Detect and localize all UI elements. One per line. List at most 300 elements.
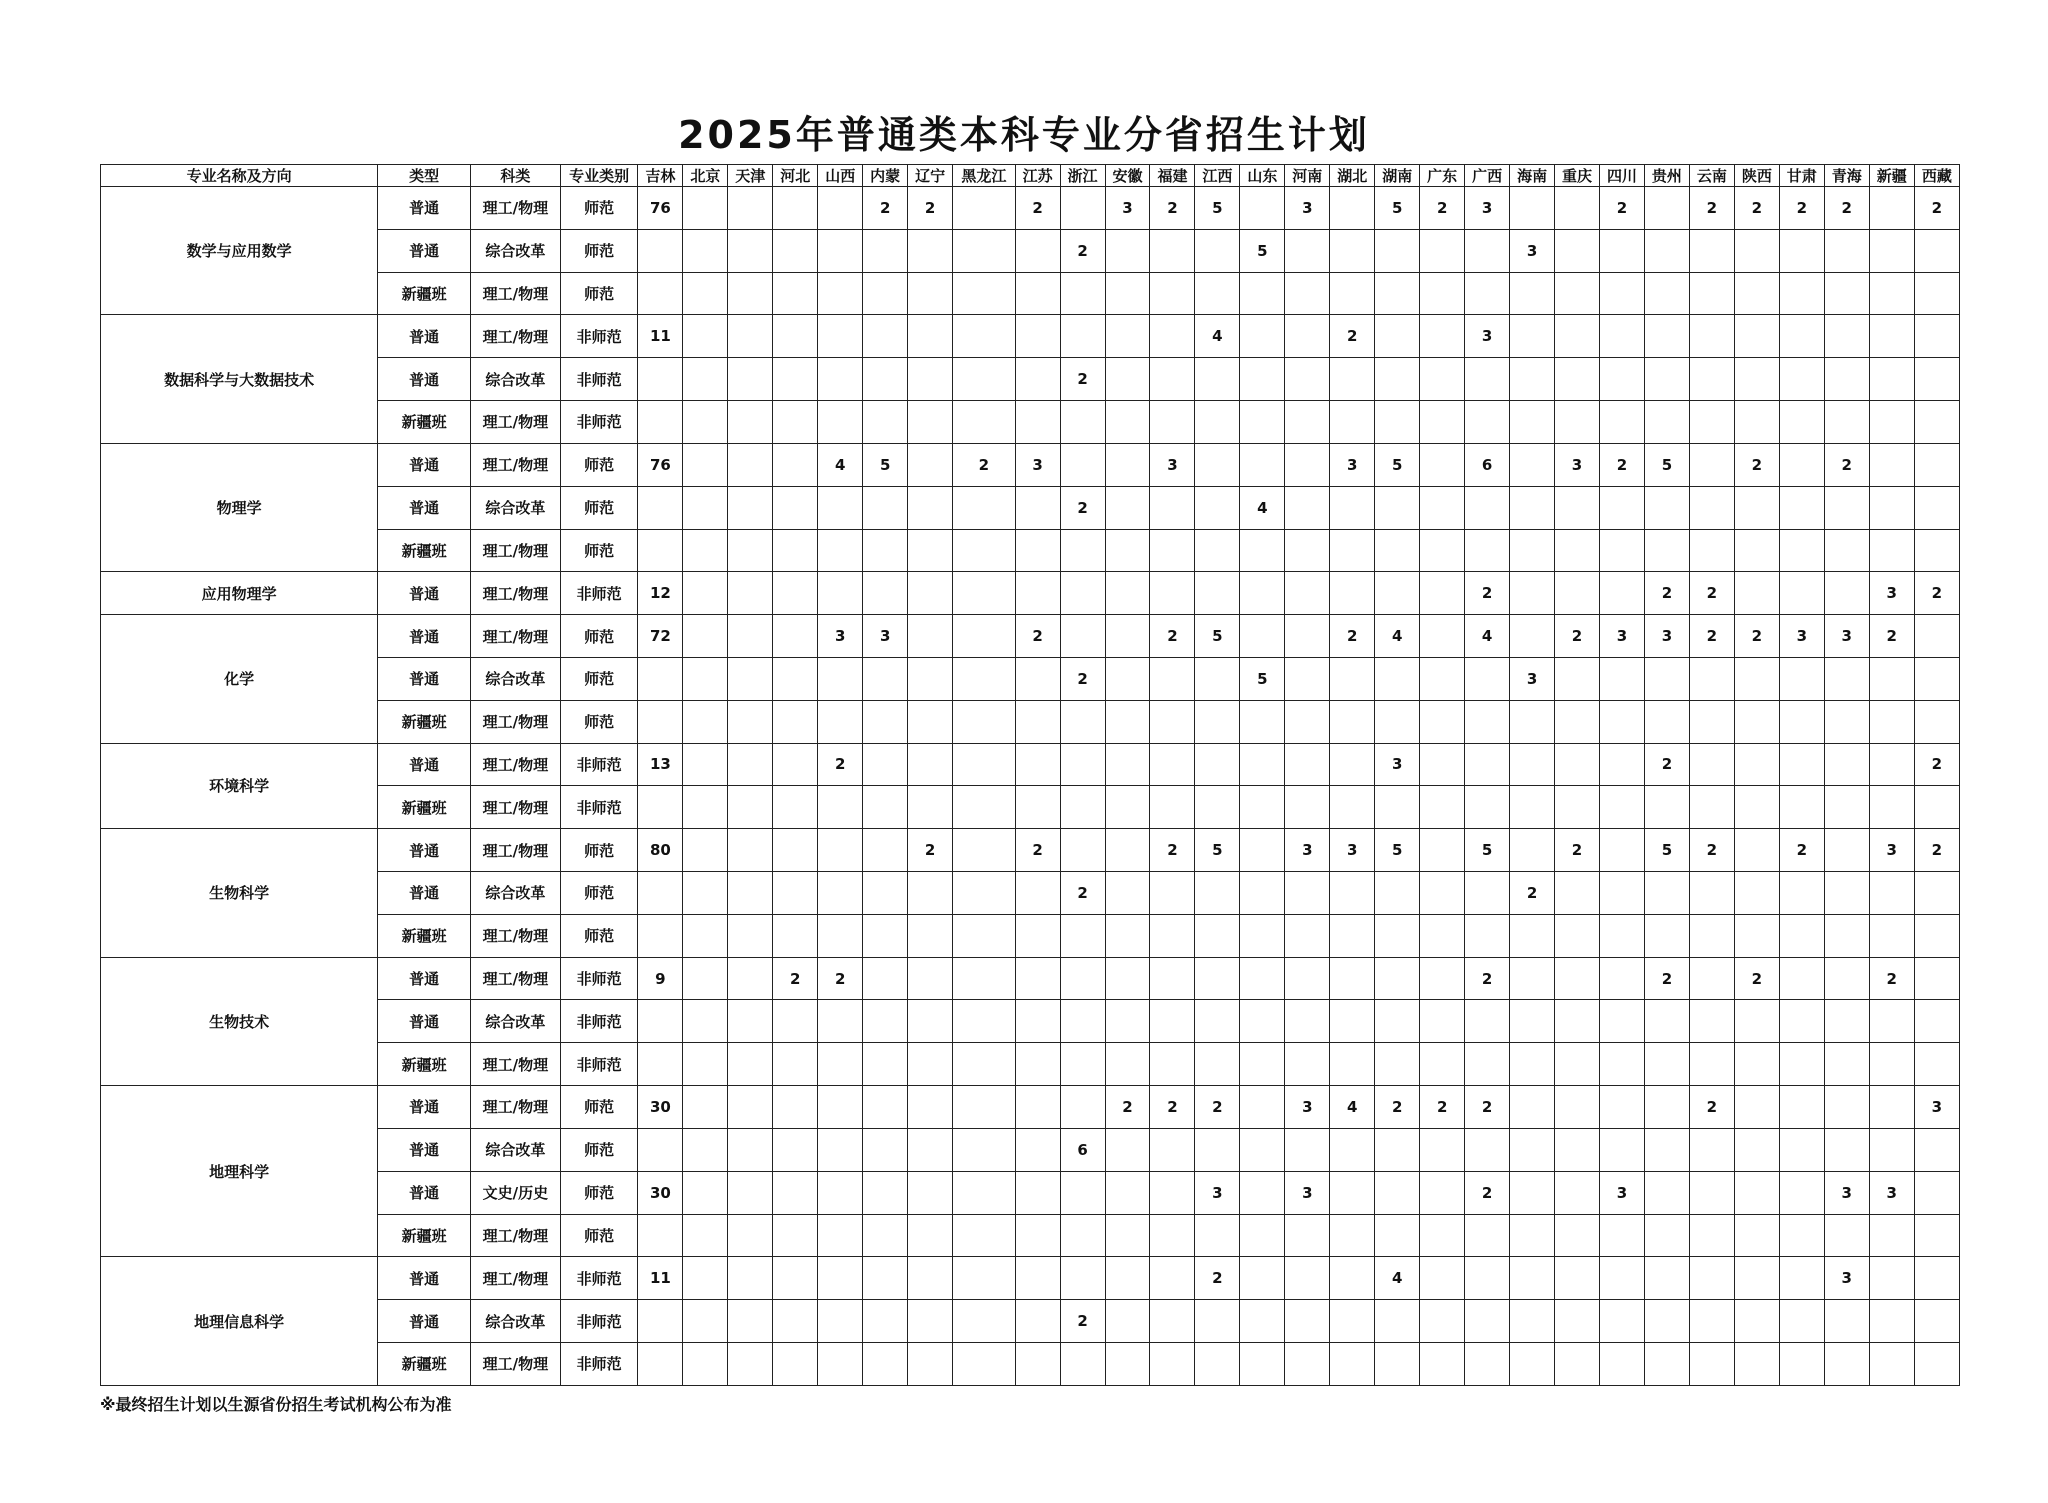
column-header: 浙江 [1060, 165, 1105, 187]
quota-cell [863, 229, 908, 272]
quota-cell [1330, 486, 1375, 529]
quota-cell [773, 1043, 818, 1086]
quota-cell [1375, 1300, 1420, 1343]
quota-cell [818, 315, 863, 358]
quota-cell [1465, 872, 1510, 915]
table-row [101, 315, 1960, 358]
quota-cell [953, 1171, 1016, 1214]
quota-cell [1285, 743, 1330, 786]
quota-cell [1330, 187, 1375, 230]
quota-cell [1600, 1342, 1645, 1385]
quota-cell [683, 443, 728, 486]
quota-cell [818, 1300, 863, 1343]
quota-cell: 2 [1150, 829, 1195, 872]
quota-cell [1914, 1214, 1959, 1257]
quota-cell [818, 529, 863, 572]
quota-cell [1824, 358, 1869, 401]
quota-cell [1689, 1171, 1734, 1214]
quota-cell [1779, 272, 1824, 315]
quota-cell [1914, 529, 1959, 572]
quota-cell [728, 829, 773, 872]
quota-cell [1240, 187, 1285, 230]
quota-cell: 5 [1195, 829, 1240, 872]
quota-cell [1285, 1300, 1330, 1343]
quota-cell [1330, 572, 1375, 615]
quota-cell [863, 829, 908, 872]
column-header: 辽宁 [908, 165, 953, 187]
admission-type-cell: 普通 [378, 1128, 471, 1171]
quota-cell [1555, 872, 1600, 915]
quota-cell [1510, 486, 1555, 529]
quota-cell [1195, 914, 1240, 957]
quota-cell [1060, 1342, 1105, 1385]
quota-cell: 2 [1150, 187, 1195, 230]
quota-cell [1555, 914, 1600, 957]
quota-cell [773, 1171, 818, 1214]
quota-cell [1824, 315, 1869, 358]
quota-cell [1869, 914, 1914, 957]
quota-cell: 5 [1240, 229, 1285, 272]
quota-cell [1060, 529, 1105, 572]
quota-cell [773, 187, 818, 230]
quota-cell [1015, 1000, 1060, 1043]
quota-cell [1689, 957, 1734, 1000]
quota-cell [1555, 1043, 1600, 1086]
quota-cell [1600, 401, 1645, 444]
quota-cell [1914, 272, 1959, 315]
quota-cell: 3 [1285, 829, 1330, 872]
quota-cell [1105, 358, 1150, 401]
quota-cell [1150, 529, 1195, 572]
quota-cell [1105, 872, 1150, 915]
quota-cell [1689, 1000, 1734, 1043]
subject-cell: 理工/物理 [471, 829, 561, 872]
major-category-cell: 师范 [560, 529, 638, 572]
quota-cell [1734, 1000, 1779, 1043]
quota-cell [1644, 786, 1689, 829]
quota-cell [1105, 1257, 1150, 1300]
subject-cell: 理工/物理 [471, 1214, 561, 1257]
quota-cell: 2 [1420, 187, 1465, 230]
quota-cell [908, 1257, 953, 1300]
quota-cell [1240, 1128, 1285, 1171]
quota-cell [953, 657, 1016, 700]
quota-cell [1555, 1128, 1600, 1171]
quota-cell [1420, 914, 1465, 957]
quota-cell [1285, 957, 1330, 1000]
quota-cell [1555, 401, 1600, 444]
quota-cell [1600, 272, 1645, 315]
quota-cell [773, 1000, 818, 1043]
subject-cell: 理工/物理 [471, 315, 561, 358]
quota-cell [1285, 1257, 1330, 1300]
quota-cell [773, 486, 818, 529]
quota-cell [1150, 1171, 1195, 1214]
quota-cell [1105, 743, 1150, 786]
major-category-cell: 师范 [560, 272, 638, 315]
quota-cell [1375, 700, 1420, 743]
major-category-cell: 师范 [560, 829, 638, 872]
quota-cell [1150, 872, 1195, 915]
quota-cell: 2 [1824, 187, 1869, 230]
quota-cell [1869, 1128, 1914, 1171]
quota-cell [683, 700, 728, 743]
quota-cell [953, 786, 1016, 829]
quota-cell [1105, 1128, 1150, 1171]
quota-cell [908, 700, 953, 743]
column-header: 贵州 [1644, 165, 1689, 187]
quota-cell: 2 [1015, 829, 1060, 872]
table-row [101, 1000, 1960, 1043]
quota-cell [1600, 914, 1645, 957]
quota-cell [1824, 529, 1869, 572]
quota-cell [818, 187, 863, 230]
quota-cell: 2 [1914, 187, 1959, 230]
major-category-cell: 非师范 [560, 1000, 638, 1043]
quota-cell: 3 [1869, 1171, 1914, 1214]
quota-cell [1240, 1342, 1285, 1385]
quota-cell [683, 1128, 728, 1171]
table-row [101, 1043, 1960, 1086]
quota-cell [1510, 786, 1555, 829]
quota-cell: 2 [1734, 615, 1779, 658]
quota-cell [773, 1342, 818, 1385]
quota-cell: 3 [1510, 229, 1555, 272]
subject-cell: 理工/物理 [471, 700, 561, 743]
quota-cell [1105, 229, 1150, 272]
table-row [101, 187, 1960, 230]
quota-cell [1824, 743, 1869, 786]
quota-cell [1779, 229, 1824, 272]
admission-type-cell: 新疆班 [378, 914, 471, 957]
quota-cell [1285, 1043, 1330, 1086]
admission-type-cell: 新疆班 [378, 1214, 471, 1257]
admission-type-cell: 新疆班 [378, 700, 471, 743]
quota-cell [1779, 1128, 1824, 1171]
quota-cell [1420, 358, 1465, 401]
quota-cell [1015, 743, 1060, 786]
quota-cell [1600, 1128, 1645, 1171]
quota-cell [773, 700, 818, 743]
quota-cell [1105, 1000, 1150, 1043]
quota-cell [818, 1000, 863, 1043]
quota-cell [1150, 486, 1195, 529]
subject-cell: 综合改革 [471, 657, 561, 700]
quota-cell: 2 [1600, 443, 1645, 486]
quota-cell [818, 872, 863, 915]
quota-cell [1330, 529, 1375, 572]
quota-cell [1734, 657, 1779, 700]
quota-cell [1555, 529, 1600, 572]
quota-cell [728, 529, 773, 572]
quota-cell [953, 1342, 1016, 1385]
quota-cell [1555, 1086, 1600, 1129]
major-category-cell: 非师范 [560, 401, 638, 444]
subject-cell: 综合改革 [471, 1300, 561, 1343]
quota-cell [863, 1128, 908, 1171]
quota-cell [863, 1171, 908, 1214]
quota-cell [1510, 829, 1555, 872]
quota-cell [1914, 315, 1959, 358]
column-header: 海南 [1510, 165, 1555, 187]
quota-cell [1285, 1128, 1330, 1171]
column-header: 新疆 [1869, 165, 1914, 187]
quota-cell [1375, 957, 1420, 1000]
quota-cell [1734, 872, 1779, 915]
quota-cell [1240, 957, 1285, 1000]
quota-cell [683, 358, 728, 401]
quota-cell [728, 1257, 773, 1300]
quota-cell [1105, 315, 1150, 358]
admission-type-cell: 新疆班 [378, 1342, 471, 1385]
quota-cell [818, 1257, 863, 1300]
quota-cell [1105, 272, 1150, 315]
quota-cell [638, 358, 683, 401]
quota-cell [818, 358, 863, 401]
quota-cell [728, 615, 773, 658]
quota-cell [863, 1214, 908, 1257]
quota-cell [1644, 272, 1689, 315]
quota-cell [1015, 315, 1060, 358]
quota-cell [1555, 1257, 1600, 1300]
table-header-row [101, 165, 1960, 187]
quota-cell [1644, 1257, 1689, 1300]
quota-cell [1015, 1214, 1060, 1257]
quota-cell [908, 486, 953, 529]
quota-cell [1060, 572, 1105, 615]
quota-cell [1465, 529, 1510, 572]
quota-cell [1240, 872, 1285, 915]
quota-cell: 72 [638, 615, 683, 658]
quota-cell [1105, 914, 1150, 957]
quota-cell [1285, 315, 1330, 358]
quota-cell [1465, 786, 1510, 829]
quota-cell [1555, 572, 1600, 615]
quota-cell: 5 [1644, 443, 1689, 486]
quota-cell [863, 957, 908, 1000]
quota-cell [953, 1214, 1016, 1257]
quota-cell [638, 1128, 683, 1171]
subject-cell: 理工/物理 [471, 401, 561, 444]
quota-cell [1869, 443, 1914, 486]
quota-cell [728, 700, 773, 743]
quota-cell [863, 743, 908, 786]
quota-cell [728, 358, 773, 401]
quota-cell [773, 1257, 818, 1300]
quota-cell [1375, 486, 1420, 529]
quota-cell [1375, 529, 1420, 572]
quota-cell [1105, 615, 1150, 658]
quota-cell [1330, 358, 1375, 401]
quota-cell [953, 572, 1016, 615]
column-header: 吉林 [638, 165, 683, 187]
quota-cell [1195, 657, 1240, 700]
quota-cell [1195, 229, 1240, 272]
quota-cell [1869, 743, 1914, 786]
quota-cell [1779, 957, 1824, 1000]
quota-cell [1644, 1043, 1689, 1086]
quota-cell [1375, 1043, 1420, 1086]
quota-cell [1914, 1043, 1959, 1086]
quota-cell [1914, 657, 1959, 700]
quota-cell [1600, 872, 1645, 915]
column-header: 安徽 [1105, 165, 1150, 187]
major-category-cell: 师范 [560, 700, 638, 743]
quota-cell [683, 914, 728, 957]
quota-cell [1195, 1300, 1240, 1343]
quota-cell: 5 [1375, 829, 1420, 872]
quota-cell [1240, 786, 1285, 829]
quota-cell: 2 [773, 957, 818, 1000]
quota-cell [863, 401, 908, 444]
quota-cell [1240, 1043, 1285, 1086]
quota-cell [953, 358, 1016, 401]
quota-cell [1105, 443, 1150, 486]
quota-cell [1555, 1342, 1600, 1385]
quota-cell [1869, 358, 1914, 401]
quota-cell [863, 315, 908, 358]
table-row [101, 1128, 1960, 1171]
quota-cell [1105, 786, 1150, 829]
quota-cell [1779, 872, 1824, 915]
quota-cell [1420, 872, 1465, 915]
quota-cell [908, 272, 953, 315]
major-category-cell: 师范 [560, 1128, 638, 1171]
quota-cell [1060, 743, 1105, 786]
quota-cell [953, 486, 1016, 529]
quota-cell [1105, 657, 1150, 700]
quota-cell [1510, 1128, 1555, 1171]
quota-cell [1015, 1086, 1060, 1129]
quota-cell [1644, 401, 1689, 444]
quota-cell: 2 [1060, 486, 1105, 529]
quota-cell [1644, 229, 1689, 272]
quota-cell: 11 [638, 315, 683, 358]
quota-cell: 6 [1465, 443, 1510, 486]
subject-cell: 理工/物理 [471, 914, 561, 957]
quota-cell [1779, 401, 1824, 444]
quota-cell [728, 229, 773, 272]
quota-cell: 3 [1914, 1086, 1959, 1129]
quota-cell [953, 1086, 1016, 1129]
quota-cell [1510, 700, 1555, 743]
quota-cell [1240, 1000, 1285, 1043]
quota-cell [1240, 572, 1285, 615]
quota-cell [1824, 572, 1869, 615]
quota-cell [1510, 1171, 1555, 1214]
quota-cell [1824, 914, 1869, 957]
quota-cell [728, 1043, 773, 1086]
quota-cell: 3 [1285, 1171, 1330, 1214]
quota-cell [1779, 1000, 1824, 1043]
quota-cell [1015, 1257, 1060, 1300]
quota-cell [1600, 786, 1645, 829]
column-header: 福建 [1150, 165, 1195, 187]
quota-cell [1420, 743, 1465, 786]
quota-cell [1869, 1214, 1914, 1257]
quota-cell: 3 [1510, 657, 1555, 700]
quota-cell [1644, 529, 1689, 572]
quota-cell [1689, 786, 1734, 829]
quota-cell [1689, 914, 1734, 957]
quota-cell: 2 [1060, 872, 1105, 915]
quota-cell [1195, 1000, 1240, 1043]
quota-cell [1015, 486, 1060, 529]
quota-cell [1600, 486, 1645, 529]
quota-cell [728, 1128, 773, 1171]
quota-cell [1150, 1000, 1195, 1043]
quota-cell [1689, 872, 1734, 915]
subject-cell: 理工/物理 [471, 187, 561, 230]
quota-cell [1240, 1171, 1285, 1214]
quota-cell [1689, 272, 1734, 315]
quota-cell [1285, 401, 1330, 444]
quota-cell [683, 1300, 728, 1343]
quota-cell [1060, 1171, 1105, 1214]
quota-cell [1105, 1342, 1150, 1385]
quota-cell [1869, 229, 1914, 272]
quota-cell: 3 [1465, 315, 1510, 358]
quota-cell [1060, 786, 1105, 829]
quota-cell: 3 [1285, 1086, 1330, 1129]
quota-cell: 2 [1060, 358, 1105, 401]
quota-cell [1510, 1257, 1555, 1300]
quota-cell [683, 615, 728, 658]
major-name-cell: 应用物理学 [101, 572, 378, 615]
quota-cell [1150, 786, 1195, 829]
quota-cell [1195, 272, 1240, 315]
quota-cell [1285, 229, 1330, 272]
quota-cell [1914, 1128, 1959, 1171]
quota-cell [1240, 1300, 1285, 1343]
quota-cell [773, 1214, 818, 1257]
quota-cell [1734, 829, 1779, 872]
column-header: 广西 [1465, 165, 1510, 187]
quota-cell [953, 829, 1016, 872]
quota-cell [1869, 1086, 1914, 1129]
subject-cell: 理工/物理 [471, 1257, 561, 1300]
quota-cell [1015, 914, 1060, 957]
quota-cell [683, 1257, 728, 1300]
quota-cell [773, 786, 818, 829]
quota-cell [728, 272, 773, 315]
column-header: 云南 [1689, 165, 1734, 187]
quota-cell [1060, 829, 1105, 872]
quota-cell: 13 [638, 743, 683, 786]
quota-cell: 3 [1824, 615, 1869, 658]
quota-cell [1734, 229, 1779, 272]
quota-cell: 2 [1330, 615, 1375, 658]
quota-cell [1555, 657, 1600, 700]
quota-cell [1734, 486, 1779, 529]
quota-cell [1465, 1300, 1510, 1343]
quota-cell [1330, 657, 1375, 700]
quota-cell [1779, 1086, 1824, 1129]
quota-cell: 3 [1150, 443, 1195, 486]
quota-cell [638, 1000, 683, 1043]
quota-cell [1240, 615, 1285, 658]
quota-cell [908, 572, 953, 615]
quota-cell [818, 1171, 863, 1214]
quota-cell [1779, 358, 1824, 401]
quota-cell [1105, 1214, 1150, 1257]
quota-cell: 2 [818, 743, 863, 786]
quota-cell [1465, 358, 1510, 401]
quota-cell [1779, 1171, 1824, 1214]
column-header: 河南 [1285, 165, 1330, 187]
quota-cell [908, 529, 953, 572]
quota-cell [908, 1300, 953, 1343]
